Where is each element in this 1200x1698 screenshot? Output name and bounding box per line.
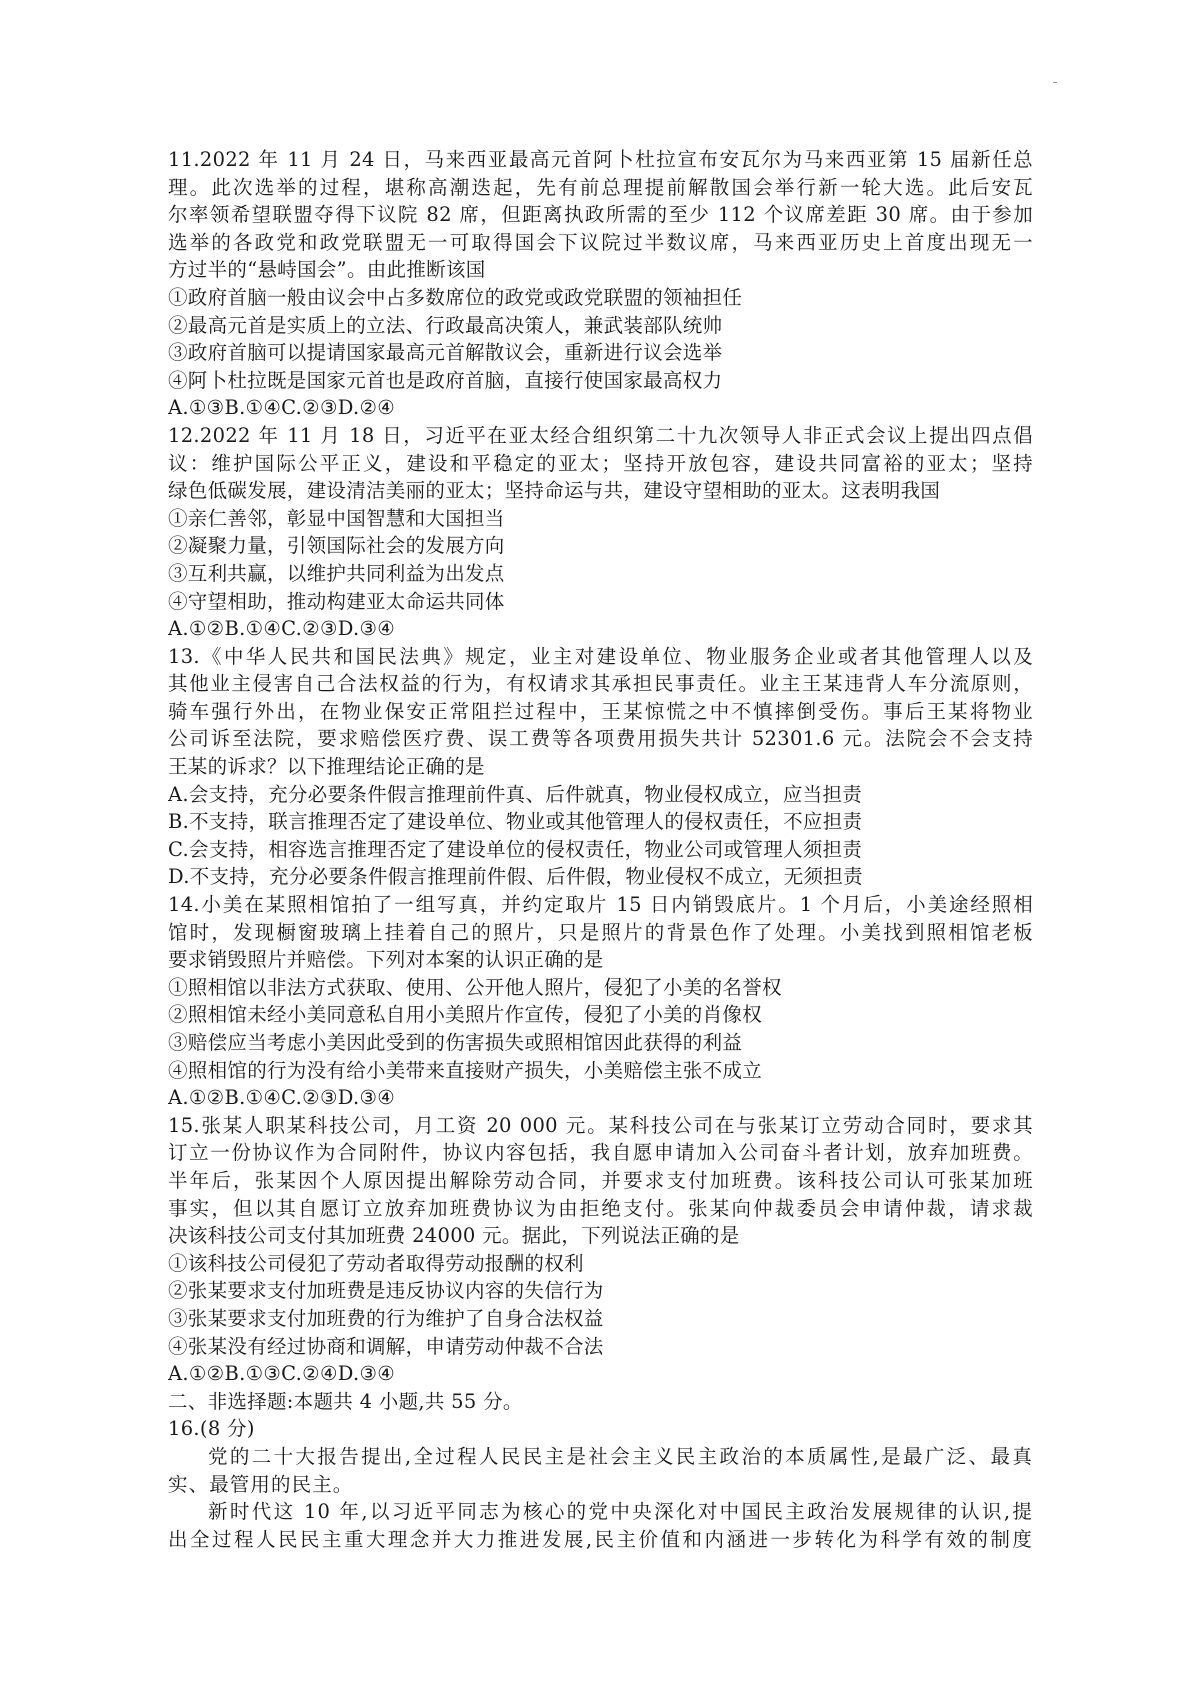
question-13 <box>168 643 1033 891</box>
question-stem-line: 议：维护国际公平正义，建设和平稳定的亚太；坚持开放包容，建设共同富裕的亚太；坚持 <box>168 451 1033 475</box>
question-stem-line: 理。此次选举的过程，堪称高潮迭起，先有前总理提前解散国会举行新一轮大选。此后安瓦 <box>168 175 1033 199</box>
scan-mark <box>1053 82 1057 83</box>
question-stem-line: 公司诉至法院，要求赔偿医疗费、误工费等各项费用损失共计 52301.6 元。法院会不会支持 <box>168 727 1033 751</box>
answer-option-d: D.不支持，充分必要条件假言推理前件假、后件假，物业侵权不成立，无须担责 <box>168 865 863 889</box>
question-11 <box>168 146 1033 422</box>
answer-option-c: C.会支持，相容选言推理否定了建设单位的侵权责任，物业公司或管理人须担责 <box>168 837 863 861</box>
statement-option: ①亲仁善邻，彰显中国智慧和大国担当 <box>168 506 505 530</box>
statement-option: ④阿卜杜拉既是国家元首也是政府首脑，直接行使国家最高权力 <box>168 368 723 392</box>
answer-choices: A.①②B.①③C.②④D.③④ <box>168 1362 396 1386</box>
statement-option: ②凝聚力量，引领国际社会的发展方向 <box>168 534 505 558</box>
question-title: 16.(8 分) <box>168 1417 255 1441</box>
section-heading: 二、非选择题:本题共 4 小题,共 55 分。 <box>168 1389 523 1413</box>
statement-option: ①照相馆以非法方式获取、使用、公开他人照片，侵犯了小美的名誉权 <box>168 975 782 999</box>
statement-option: ②最高元首是实质上的立法、行政最高决策人，兼武装部队统帅 <box>168 313 723 337</box>
answer-option-a: A.会支持，充分必要条件假言推理前件真、后件就真，物业侵权成立，应当担责 <box>168 782 863 806</box>
exam-page <box>168 146 1033 1553</box>
question-stem-line: 馆时，发现橱窗玻璃上挂着自己的照片，只是照片的背景色作了处理。小美找到照相馆老板 <box>168 920 1033 944</box>
statement-option: ③张某要求支付加班费的行为维护了自身合法权益 <box>168 1306 604 1330</box>
question-stem-line: 骑车强行外出，在物业保安正常阻拦过程中，王某惊慌之中不慎摔倒受伤。事后王某将物业 <box>168 699 1033 723</box>
question-stem-line: 13.《中华人民共和国民法典》规定，业主对建设单位、物业服务企业或者其他管理人以及 <box>168 644 1033 668</box>
question-stem-line: 要求销毁照片并赔偿。下列对本案的认识正确的是 <box>168 948 604 972</box>
answer-option-b: B.不支持，联言推理否定了建设单位、物业或其他管理人的侵权责任，不应担责 <box>168 810 863 834</box>
question-stem-line: 方过半的“悬峙国会”。由此推断该国 <box>168 258 486 282</box>
statement-option: ③政府首脑可以提请国家最高元首解散议会，重新进行议会选举 <box>168 341 723 365</box>
statement-option: ①该科技公司侵犯了劳动者取得劳动报酬的权利 <box>168 1251 584 1275</box>
statement-option: ④张某没有经过协商和调解，申请劳动仲裁不合法 <box>168 1334 604 1358</box>
question-stem-line: 尔率领希望联盟夺得下议院 82 席，但距离执政所需的至少 112 个议席差距 30 席。由于参加 <box>168 203 1033 227</box>
answer-choices: A.①③B.①④C.②③D.②④ <box>168 396 396 420</box>
question-stem-line: 选举的各政党和政党联盟无一可取得国会下议院过半数议席，马来西亚历史上首度出现无一 <box>168 230 1033 254</box>
question-stem-line: 11.2022 年 11 月 24 日，马来西亚最高元首阿卜杜拉宣布安瓦尔为马来西亚第 15 届新任总 <box>168 148 1033 171</box>
statement-option: ①政府首脑一般由议会中占多数席位的政党或政党联盟的领袖担任 <box>168 285 743 309</box>
material-paragraph-line: 新时代这 10 年,以习近平同志为核心的党中央深化对中国民主政治发展规律的认识,提 <box>208 1500 1033 1524</box>
question-15 <box>168 1112 1033 1388</box>
question-stem-line: 14.小美在某照相馆拍了一组写真，并约定取片 15 日内销毁底片。1 个月后，小美途经照相 <box>168 893 1033 917</box>
statement-option: ③互利共赢，以维护共同利益为出发点 <box>168 561 505 585</box>
statement-option: ④守望相助，推动构建亚太命运共同体 <box>168 589 505 613</box>
question-stem-line: 决该科技公司支付其加班费 24000 元。据此，下列说法正确的是 <box>168 1224 740 1248</box>
question-stem-line: 王某的诉求？以下推理结论正确的是 <box>168 755 485 779</box>
statement-option: ②照相馆未经小美同意私自用小美照片作宣传，侵犯了小美的肖像权 <box>168 1003 763 1027</box>
material-paragraph-line: 出全过程人民民主重大理念并大力推进发展,民主价值和内涵进一步转化为科学有效的制度 <box>168 1527 1033 1551</box>
statement-option: ②张某要求支付加班费是违反协议内容的失信行为 <box>168 1279 604 1303</box>
question-stem-line: 订立一份协议作为合同附件，协议内容包括，我自愿申请加入公司奋斗者计划，放弃加班费。 <box>168 1141 1033 1165</box>
answer-choices: A.①②B.①④C.②③D.③④ <box>168 617 396 641</box>
statement-option: ③赔偿应当考虑小美因此受到的伤害损失或照相馆因此获得的利益 <box>168 1031 743 1054</box>
question-stem-line: 15.张某人职某科技公司，月工资 20 000 元。某科技公司在与张某订立劳动合同时，要求其 <box>168 1113 1033 1137</box>
question-12 <box>168 422 1033 643</box>
question-stem-line: 其他业主侵害自己合法权益的行为，有权请求其承担民事责任。业主王某违背人车分流原则， <box>168 672 1033 696</box>
question-stem-line: 12.2022 年 11 月 18 日，习近平在亚太经合组织第二十九次领导人非正式会议上提出四点倡 <box>168 423 1033 447</box>
question-16 <box>168 1415 1033 1553</box>
question-stem-line: 绿色低碳发展，建设清洁美丽的亚太；坚持命运与共，建设守望相助的亚太。这表明我国 <box>168 479 941 503</box>
question-stem-line: 半年后，张某因个人原因提出解除劳动合同，并要求支付加班费。该科技公司认可张某加班 <box>168 1168 1033 1192</box>
question-14 <box>168 891 1033 1112</box>
material-paragraph-line: 党的二十大报告提出,全过程人民民主是社会主义民主政治的本质属性,是最广泛、最真 <box>208 1444 1033 1468</box>
material-paragraph-line: 实、最管用的民主。 <box>168 1472 354 1496</box>
statement-option: ④照相馆的行为没有给小美带来直接财产损失，小美赔偿主张不成立 <box>168 1058 763 1082</box>
answer-choices: A.①②B.①④C.②③D.③④ <box>168 1086 396 1110</box>
question-stem-line: 事实，但以其自愿订立放弃加班费协议为由拒绝支付。张某向仲裁委员会申请仲裁，请求裁 <box>168 1196 1033 1220</box>
